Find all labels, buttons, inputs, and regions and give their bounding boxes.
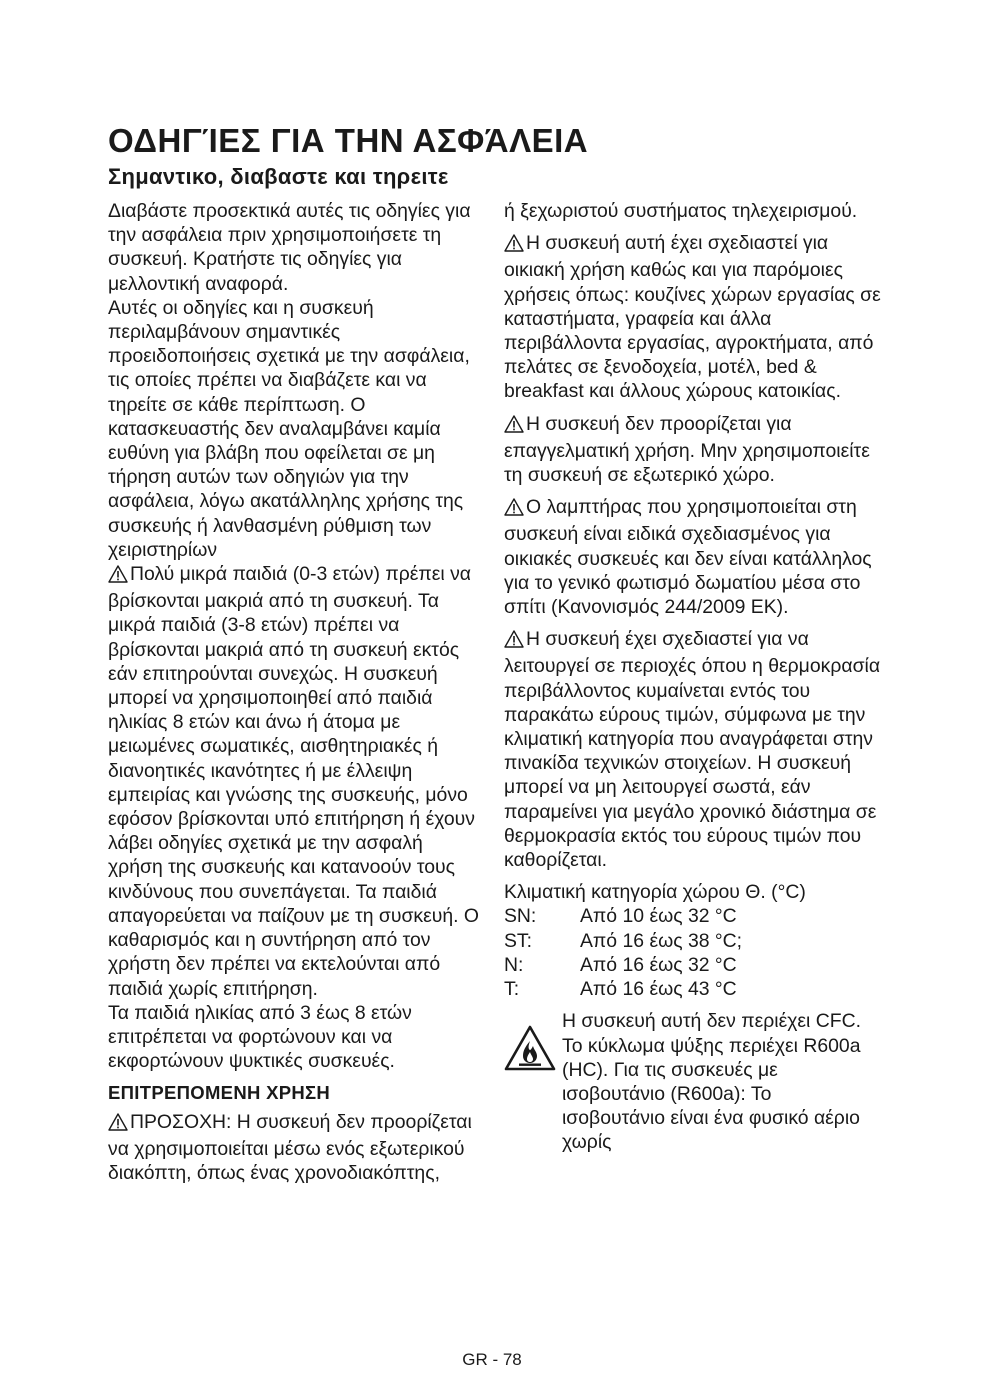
climate-class-title: Κλιματική κατηγορία χώρου Θ. (°C)	[504, 881, 806, 904]
climate-range: Από 16 έως 43 °C	[580, 978, 737, 1001]
professional-warning	[504, 412, 884, 488]
caution-warning-text: ΠΡΟΣΟΧΗ: Η συσκευή δεν προορίζεται να χρησιμοποιείται μέσω ενός εξωτερικού διακόπτη, όπως ένας χρονοδιακόπτης,	[108, 1110, 472, 1184]
temperature-warning	[504, 627, 884, 872]
page-title: ΟΔΗΓΊΕΣ ΓΙΑ ΤΗΝ ΑΣΦΆΛΕΙΑ	[108, 122, 589, 159]
right-column	[504, 199, 884, 1155]
household-warning-text: Η συσκευή αυτή έχει σχεδιαστεί για οικιακή χρήση καθώς και για παρόμοιες χρήσεις όπως: κουζίνες χώρων εργασίας σε καταστήματα, γραφεία και άλλα περιβάλλοντα εργασίας, αγροκτήματα, από πελάτες σε ξενοδοχεία, μοτέλ, bed & breakfast και άλλους χώρους κατοικίας.	[504, 232, 881, 403]
lamp-warning	[504, 495, 884, 619]
flammable-warning-icon	[504, 1009, 562, 1154]
climate-range: Από 16 έως 32 °C	[580, 953, 737, 976]
climate-row	[504, 904, 884, 928]
children-warning	[108, 562, 480, 1001]
climate-code: T:	[504, 978, 520, 1001]
warning-icon	[108, 565, 128, 589]
warning-icon	[504, 498, 524, 522]
temperature-warning-text: Η συσκευή έχει σχεδιαστεί για να λειτουργεί σε περιοχές όπου η θερμοκρασία περιβάλλοντος κυμαίνεται εντός του παρακάτω εύρους τιμών, σύμφωνα με την κλιματική κατηγορία που αναγράφεται στην πινακίδα τεχνικών στοιχείων. Η συσκευή μπορεί να μη λειτουργεί σωστά, εάν παραμείνει για μεγάλο χρονικό διάστημα σε θερμοκρασία εκτός του εύρους τιμών που καθορίζεται.	[504, 628, 881, 872]
climate-range: Από 16 έως 38 °C;	[580, 929, 743, 952]
responsibility-paragraph: Αυτές οι οδηγίες και η συσκευή περιλαμβάνουν σημαντικές προειδοποιήσεις σχετικά με την ασφάλεια, τις οποίες πρέπει να διαβάζετε και να τηρείτε σε κάθε περίπτωση. Ο κατασκευαστής δεν αναλαμβάνει καμία ευθύνη για βλάβη που οφείλεται σε μη τήρηση αυτών των οδηγιών για την ασφάλεια, λόγω ακατάλληλης χρήσης της συσκευής ή λανθασμένη ρύθμιση των χειριστηρίων	[108, 296, 470, 561]
household-warning	[504, 231, 884, 403]
refrigerant-block	[504, 1009, 884, 1154]
climate-row	[504, 977, 884, 1001]
page-subtitle: Σημαντικο, διαβαστε και τηρειτε	[108, 164, 449, 189]
climate-code: ST:	[504, 929, 533, 952]
continuation-paragraph: ή ξεχωριστού συστήματος τηλεχειρισμού.	[504, 200, 858, 222]
intro-paragraph: Διαβάστε προσεκτικά αυτές τις οδηγίες για την ασφάλεια πριν χρησιμοποιήσετε τη συσκευή. Κρατήστε τις οδηγίες για μελλοντική αναφορά.	[108, 200, 471, 295]
warning-icon	[504, 234, 524, 258]
climate-code: SN:	[504, 905, 537, 928]
professional-warning-text: Η συσκευή δεν προορίζεται για επαγγελματική χρήση. Μην χρησιμοποιείτε τη συσκευή σε εξωτερικό χώρο.	[504, 412, 870, 487]
climate-range: Από 10 έως 32 °C	[580, 905, 737, 928]
left-column	[108, 199, 480, 1185]
children-warning-text: Πολύ μικρά παιδιά (0-3 ετών) πρέπει να βρίσκονται μακριά από τη συσκευή. Τα μικρά παιδιά (3-8 ετών) πρέπει να βρίσκονται μακριά από τη συσκευή εκτός εάν επιτηρούνται συνεχώς. Η συσκευή μπορεί να χρησιμοποιηθεί από παιδιά ηλικίας 8 ετών και άνω ή άτομα με μειωμένες σωματικές, αισθητηριακές ή διανοητικές ικανότητες ή με έλλειψη εμπειρίας και γνώσης της συσκευής, μόνο εφόσον βρίσκονται υπό επιτήρηση ή έχουν λάβει οδηγίες σχετικά με την ασφαλή χρήση της συσκευής και κατανοούν τους κινδύνους που συνεπάγεται. Τα παιδιά απαγορεύεται να παίζουν με τη συσκευή. Ο καθαρισμός και η συντήρηση από τον χρήστη δεν πρέπει να εκτελούνται από παιδιά χωρίς επιτήρηση.	[108, 563, 480, 1000]
loading-paragraph: Τα παιδιά ηλικίας από 3 έως 8 ετών επιτρέπεται να φορτώνουν και να εκφορτώνουν ψυκτικές συσκευές.	[108, 1001, 412, 1073]
page-number: GR - 78	[462, 1350, 522, 1369]
climate-class-list	[504, 904, 884, 1001]
warning-icon	[504, 630, 524, 654]
refrigerant-text: Η συσκευή αυτή δεν περιέχει CFC. Το κύκλωμα ψύξης περιέχει R600a (HC). Για τις συσκευές με ισοβουτάνιο (R600a): Το ισοβουτάνιο είναι ένα φυσικό αέριο χωρίς	[562, 1010, 861, 1154]
caution-warning	[108, 1110, 480, 1186]
climate-row	[504, 929, 884, 953]
climate-row	[504, 953, 884, 977]
warning-icon	[504, 415, 524, 439]
climate-code: N:	[504, 953, 524, 976]
warning-icon	[108, 1113, 128, 1137]
intended-use-heading: ΕΠΙΤΡΕΠΟΜΕΝΗ ΧΡΗΣΗ	[108, 1082, 331, 1104]
lamp-warning-text: Ο λαμπτήρας που χρησιμοποιείται στη συσκευή είναι ειδικά σχεδιασμένος για οικιακές συσκευές και δεν είναι κατάλληλος για το γενικό φωτισμό δωματίου μέσα στο σπίτι (Κανονισμός 244/2009 ΕΚ).	[504, 496, 872, 619]
